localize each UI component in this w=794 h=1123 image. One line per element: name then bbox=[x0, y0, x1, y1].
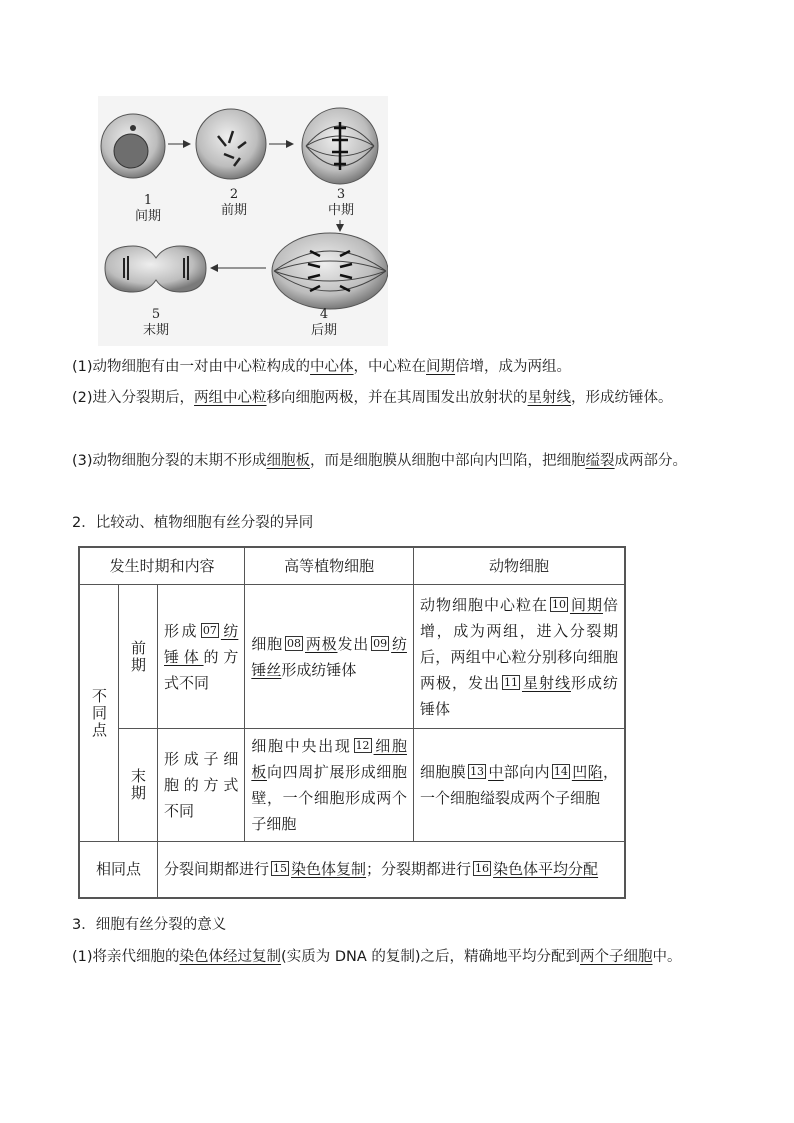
stage-4-number: 4 bbox=[319, 307, 329, 322]
stage-2-number: 2 bbox=[229, 187, 239, 202]
section-2-heading: 2．比较动、植物细胞有丝分裂的异同 bbox=[72, 515, 314, 531]
stage-1-number: 1 bbox=[143, 193, 153, 208]
same-label: 相同点 bbox=[79, 842, 158, 898]
stage-5-name: 末期 bbox=[142, 323, 170, 338]
header-animal: 动物细胞 bbox=[413, 547, 625, 585]
answer-astral-rays: 星射线 bbox=[527, 390, 572, 406]
paragraph-cytokinesis: (3)动物细胞分裂的末期不形成细胞板，而是细胞膜从细胞中部向内凹陷，把细胞缢裂成两部分。 bbox=[72, 453, 688, 469]
same-content: 分裂间期都进行 15 染色体复制；分裂期都进行 16 染色体平均分配 bbox=[158, 842, 626, 898]
cell-metaphase bbox=[302, 108, 378, 184]
stage-5-number: 5 bbox=[151, 307, 161, 322]
stage-2-name: 前期 bbox=[220, 203, 248, 218]
early-content: 形成 07 纺锤体的方式不同 bbox=[158, 585, 245, 729]
early-plant: 细胞 08 两极发出 09 纺锤丝形成纺锤体 bbox=[245, 585, 414, 729]
mitosis-figure bbox=[98, 96, 388, 346]
answer-centrosome: 中心体 bbox=[310, 359, 354, 375]
answer-two-daughter-cells: 两个子细胞 bbox=[580, 949, 653, 965]
mitosis-diagram bbox=[98, 96, 388, 346]
paragraph-centrosome: (1)动物细胞有由一对由中心粒构成的中心体，中心粒在间期倍增，成为两组。 bbox=[72, 359, 572, 375]
header-period-content: 发生时期和内容 bbox=[79, 547, 245, 585]
stage-3-name: 中期 bbox=[327, 203, 355, 218]
header-plant: 高等植物细胞 bbox=[245, 547, 414, 585]
table-row-late bbox=[79, 729, 625, 842]
cell-anaphase bbox=[272, 233, 388, 309]
answer-two-centriole-groups: 两组中心粒 bbox=[194, 390, 267, 406]
stage-1-name: 间期 bbox=[134, 209, 162, 224]
cell-prophase bbox=[196, 109, 266, 179]
paragraph-spindle: (2)进入分裂期后，两组中心粒移向细胞两极，并在其周围发出放射状的星射线，形成纺锤体。 bbox=[72, 390, 673, 406]
period-late: 末期 bbox=[119, 729, 158, 842]
cell-telophase bbox=[105, 246, 206, 292]
answer-constriction: 缢裂 bbox=[585, 453, 615, 469]
paragraph-significance: (1)将亲代细胞的染色体经过复制(实质为 DNA 的复制)之后，精确地平均分配到两个子细胞中。 bbox=[72, 949, 682, 965]
answer-chromosome-replication: 染色体经过复制 bbox=[179, 949, 282, 965]
cell-interphase bbox=[101, 114, 165, 178]
section-3-heading: 3．细胞有丝分裂的意义 bbox=[72, 917, 227, 933]
table-row-early bbox=[79, 585, 625, 729]
stage-3-number: 3 bbox=[336, 187, 346, 202]
late-plant: 细胞中央出现 12 细胞板向四周扩展形成细胞壁，一个细胞形成两个子细胞 bbox=[245, 729, 414, 842]
comparison-table bbox=[78, 546, 626, 899]
late-content: 形成子细胞的方式不同 bbox=[158, 729, 245, 842]
answer-cell-plate: 细胞板 bbox=[266, 453, 311, 469]
table-row-same bbox=[79, 842, 625, 898]
early-animal: 动物细胞中心粒在 10 间期倍增，成为两组，进入分裂期后，两组中心粒分别移向细胞两极，发出 11 星射线形成纺锤体 bbox=[413, 585, 625, 729]
late-animal: 细胞膜 13 中部向内 14 凹陷，一个细胞缢裂成两个子细胞 bbox=[413, 729, 625, 842]
period-early: 前期 bbox=[119, 585, 158, 729]
table-header-row bbox=[79, 547, 625, 585]
diff-label: 不同点 bbox=[79, 585, 119, 842]
stage-4-name: 后期 bbox=[310, 323, 338, 338]
answer-interphase: 间期 bbox=[426, 359, 456, 375]
